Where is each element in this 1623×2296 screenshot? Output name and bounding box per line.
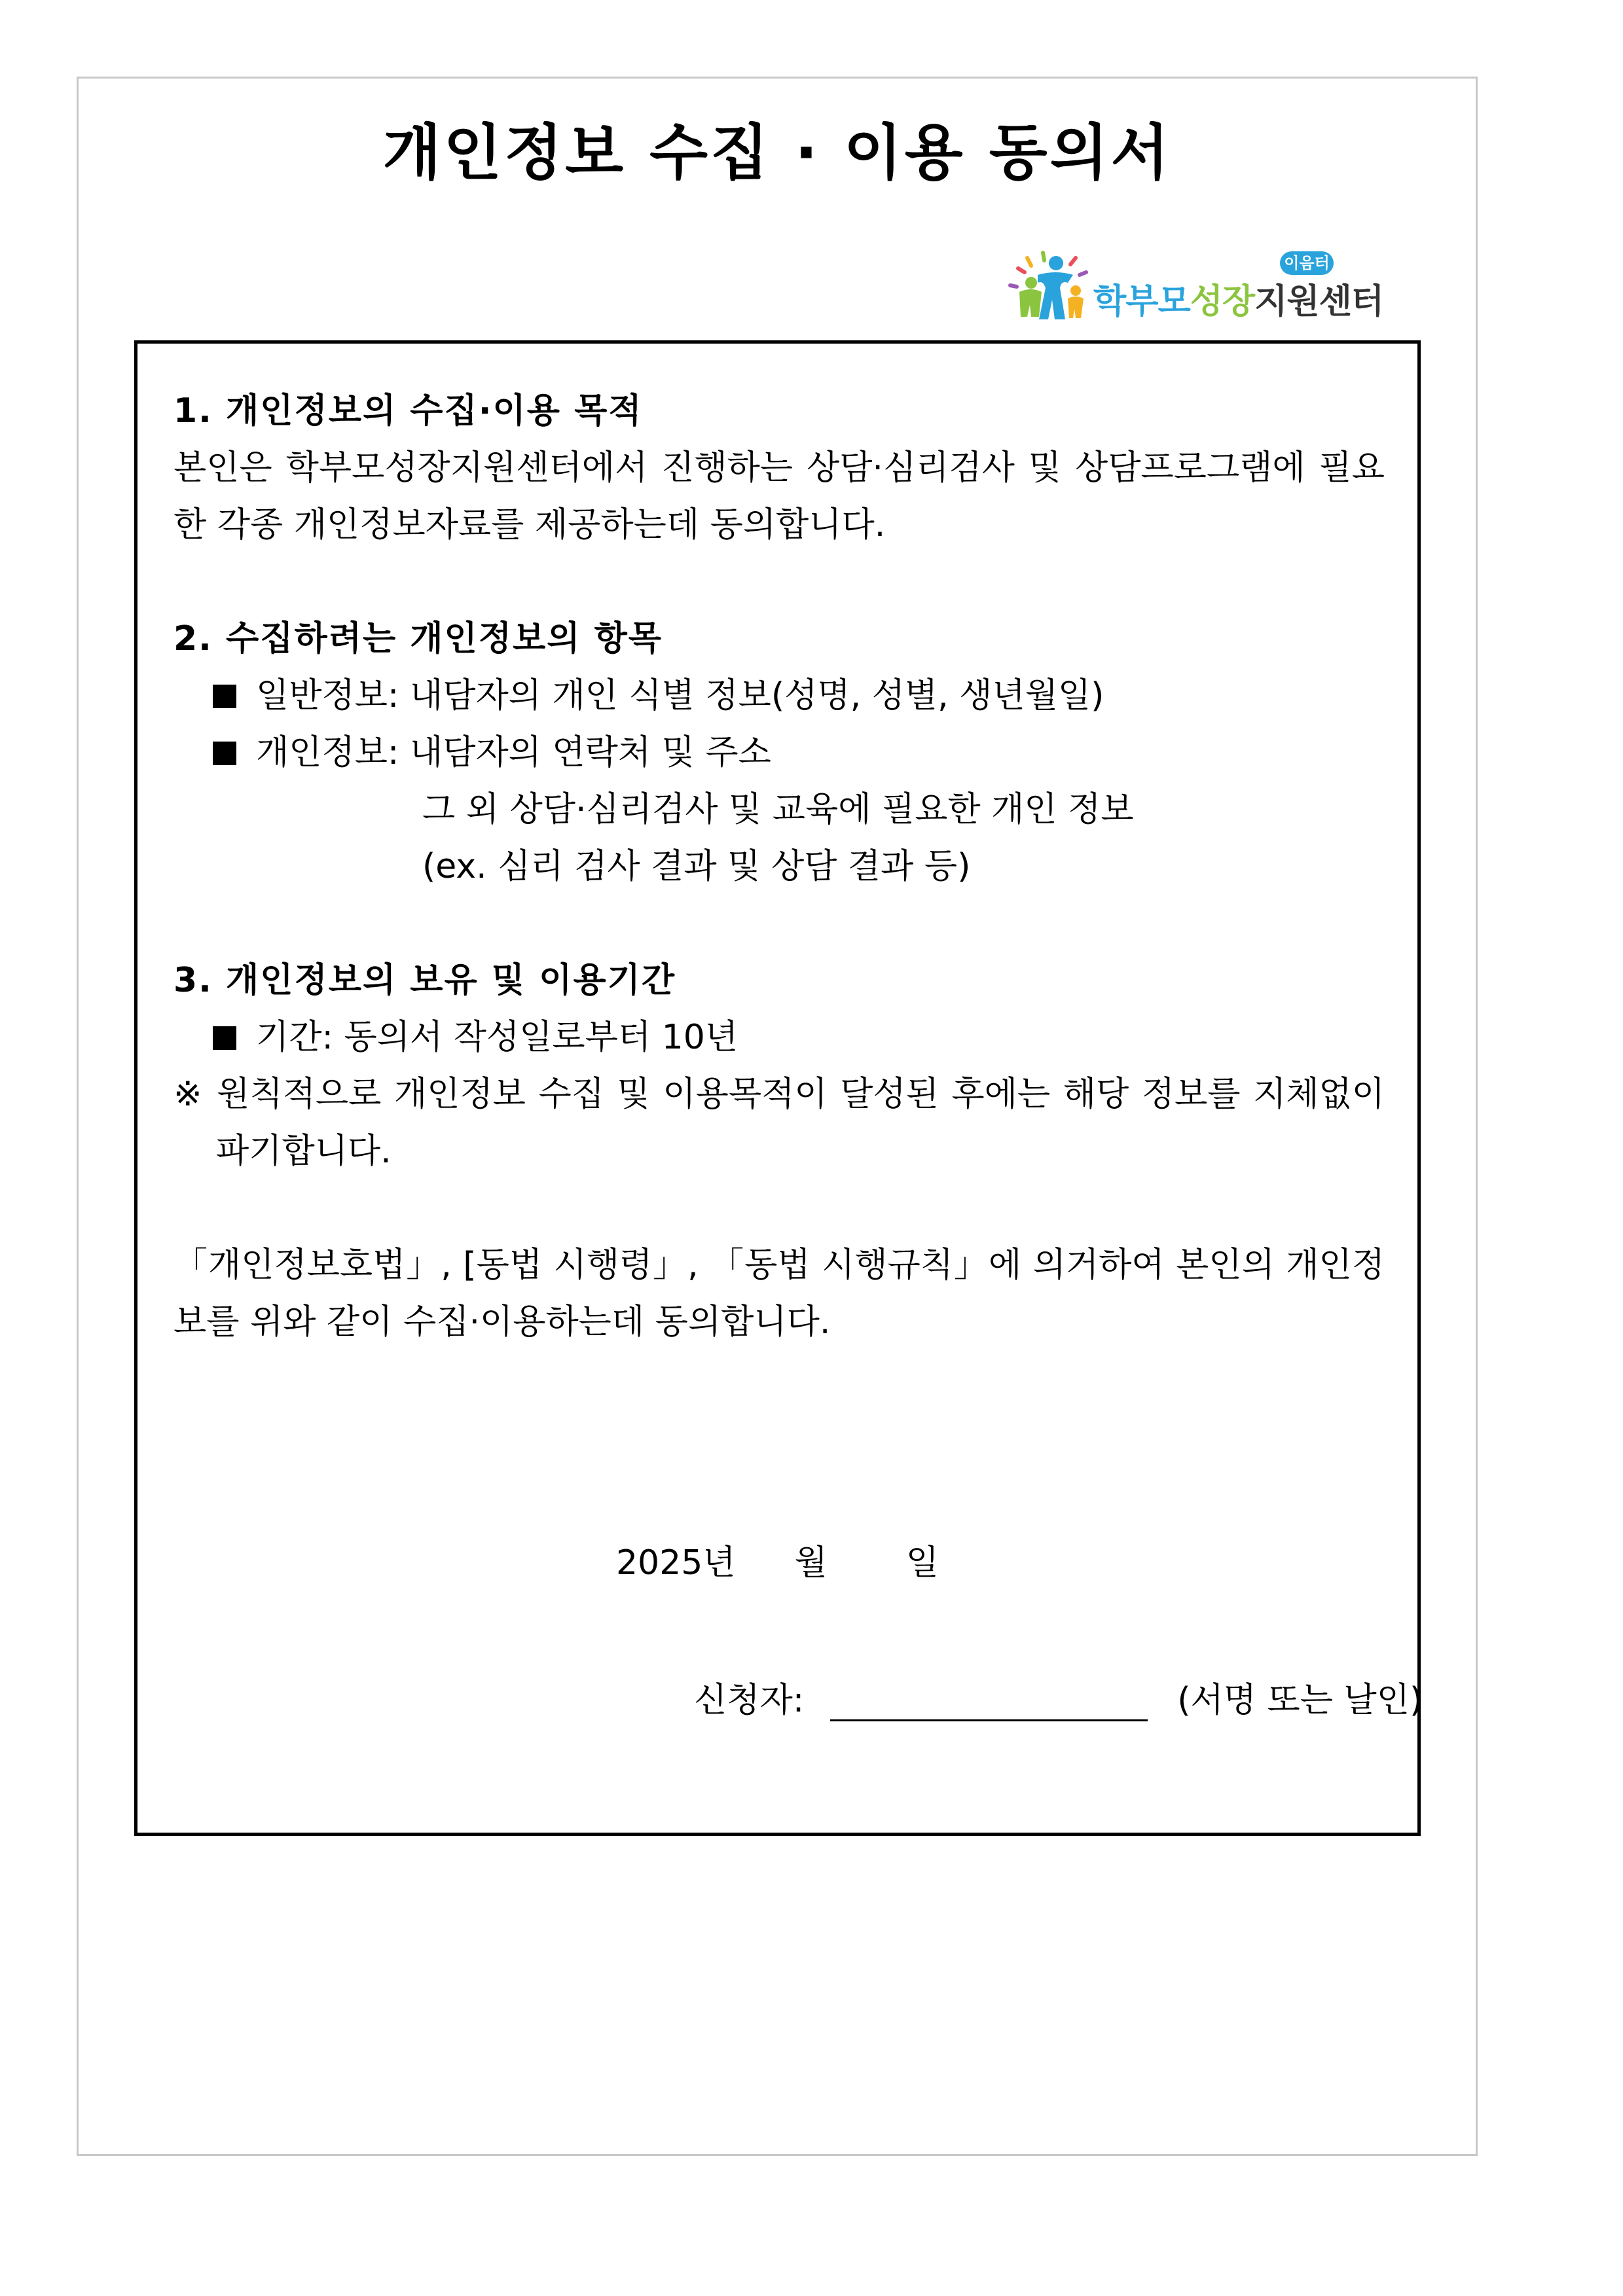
section1-body: 본인은 학부모성장지원센터에서 진행하는 상담·심리검사 및 상담프로그램에 필요한 각종 개인정보자료를 제공하는데 동의합니다. [173,448,1385,545]
section3-item1 [173,1009,1385,1066]
black-square-bullet-icon [213,1026,236,1050]
family-people-logo-icon [1005,249,1090,327]
section3-heading: 3. 개인정보의 보유 및 이용기간 [173,961,676,1000]
spacer [173,895,1385,952]
document-title: 개인정보 수집 · 이용 동의서 [382,118,1172,188]
section2-item2 [173,725,1385,781]
section3-note: ※ 원칙적으로 개인정보 수집 및 이용목적이 달성된 후에는 해당 정보를 지체없이 파기합니다. [173,1075,1385,1171]
signature-label: 신청자: [694,1681,805,1720]
section3-item1-text: 기간: 동의서 작성일로부터 10년 [256,1018,739,1057]
logo-text-part-b: 성장 [1190,282,1255,321]
signature-blank [830,1680,1148,1721]
spacer [173,1180,1385,1237]
spacer [173,554,1385,611]
logo-badge: 이음터 [1280,251,1334,275]
signature-line [694,1672,1423,1721]
date-day: 일 [905,1543,939,1583]
logo-text-part-a: 학부모 [1093,282,1190,321]
agreement-statement: 「개인정보호법」, [동법 시행령」, 「동법 시행규칙」에 의거하여 본인의 개인정보를 위와 같이 수집·이용하는데 동의합니다. [173,1246,1385,1342]
section2-item2-line2: 그 외 상담·심리검사 및 교육에 필요한 개인 정보 [422,790,1134,829]
consent-box [134,340,1421,1836]
center-logo [1005,249,1384,331]
section2-item1-text: 일반정보: 내담자의 개인 식별 정보(성명, 성별, 생년월일) [256,676,1104,715]
black-square-bullet-icon [213,685,236,708]
black-square-bullet-icon [213,742,236,765]
logo-text-part-c: 지원센터 [1254,282,1384,321]
date-year: 2025년 [615,1543,736,1583]
section2-item2-text: 개인정보: 내담자의 연락처 및 주소 [256,733,771,772]
section2-heading: 2. 수집하려는 개인정보의 항목 [173,619,663,658]
logo-text [1093,274,1383,323]
section1-heading: 1. 개인정보의 수집·이용 목적 [173,391,643,431]
date-month: 월 [794,1543,828,1583]
signature-note: (서명 또는 날인) [1177,1681,1423,1720]
section2-item2-line3: (ex. 심리 검사 결과 및 상담 결과 등) [422,847,971,886]
section2-item1 [173,668,1385,725]
date-line [137,1535,1417,1584]
consent-content [173,383,1385,1351]
